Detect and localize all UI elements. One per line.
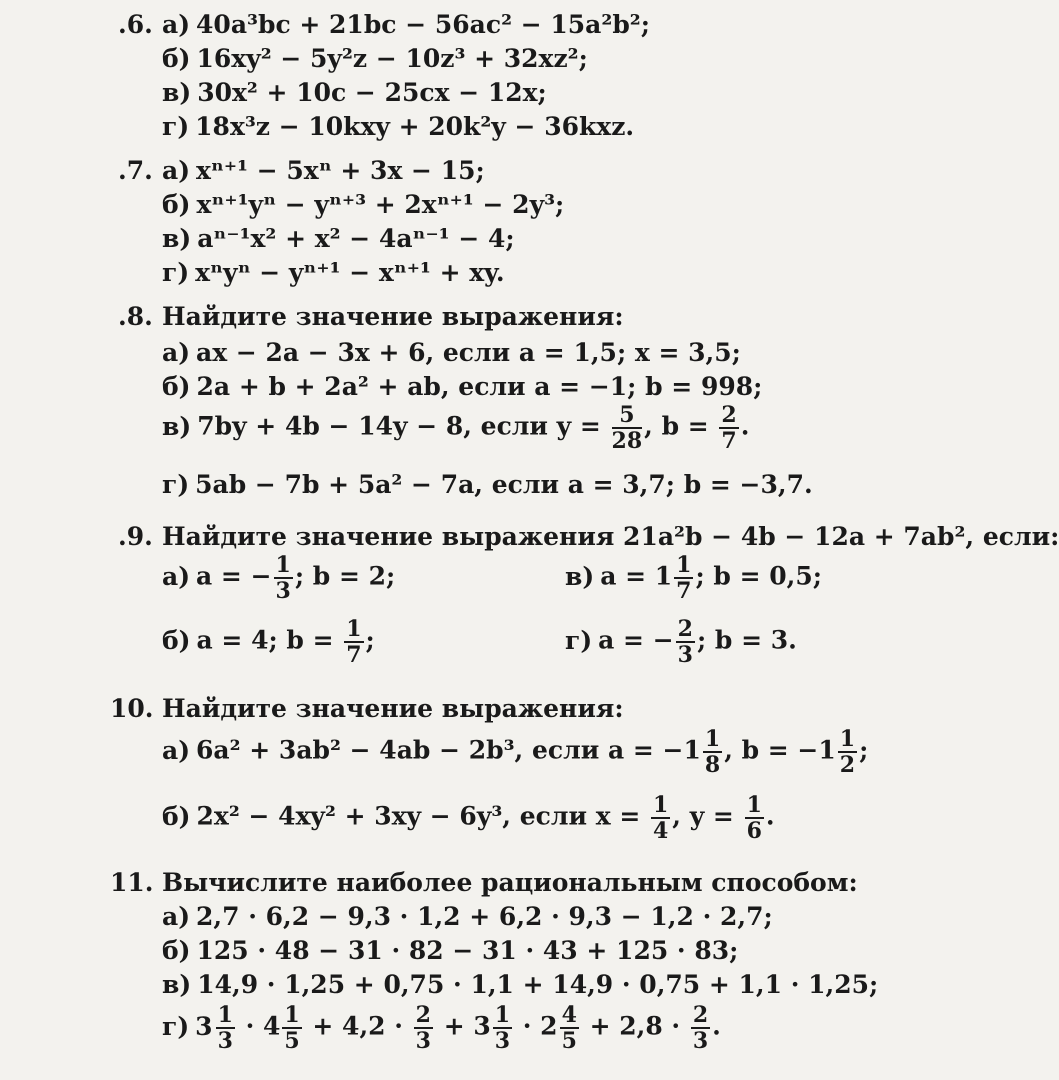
problem-11b — [162, 938, 738, 963]
expression-part: · 2 — [514, 1011, 558, 1041]
numerator: 2 — [721, 402, 737, 428]
expression-end: . — [765, 801, 775, 831]
problem-8c — [162, 404, 749, 452]
expression: ax − 2a − 3x + 6, если a = 1,5; x = 3,5; — [196, 338, 741, 367]
expression-mid: , b = −1 — [724, 735, 836, 765]
mixed-integer: 3 — [195, 1011, 213, 1041]
item-label: а) — [162, 156, 191, 185]
fraction — [414, 1004, 433, 1052]
expression: aⁿ⁻¹x² + x² − 4aⁿ⁻¹ − 4; — [197, 224, 515, 253]
item-label: в) — [565, 561, 595, 591]
problem-11-title: Вычислите наиболее рациональным способом: — [162, 868, 858, 897]
problem-number-9: .9. — [118, 522, 153, 551]
problem-9-title: Найдите значение выражения 21a²b − 4b − 12a + 7ab², если: — [162, 522, 1059, 551]
expression: xⁿ⁺¹yⁿ − yⁿ⁺³ + 2xⁿ⁺¹ − 2y³; — [196, 190, 565, 219]
expression-end: . — [740, 411, 750, 441]
item-label: г) — [162, 112, 190, 141]
fraction — [282, 1004, 301, 1052]
item-label: г) — [565, 625, 593, 655]
fraction — [651, 794, 670, 842]
denominator: 3 — [692, 1028, 709, 1054]
fraction — [560, 1004, 579, 1052]
denominator: 8 — [704, 752, 721, 778]
item-label: а) — [162, 902, 191, 931]
expression-part: + 4,2 · — [303, 1011, 412, 1041]
fraction — [493, 1004, 512, 1052]
item-label: в) — [162, 970, 192, 999]
numerator: 1 — [217, 1002, 233, 1028]
fraction — [216, 1004, 235, 1052]
item-label: в) — [162, 224, 192, 253]
problem-7b — [162, 192, 564, 217]
expression: 14,9 · 1,25 + 0,75 · 1,1 + 14,9 · 0,75 + 1,1 · 1,25; — [197, 970, 879, 999]
numerator: 1 — [746, 792, 762, 818]
problem-number-7: .7. — [118, 156, 153, 185]
fraction — [274, 554, 293, 602]
numerator: 4 — [561, 1002, 577, 1028]
problem-6c — [162, 80, 547, 105]
expression: a = 1 — [600, 561, 673, 591]
denominator: 3 — [275, 578, 291, 604]
expression: 6a² + 3ab² − 4ab − 2b³, если a = −1 — [196, 735, 701, 765]
expression-end: ; — [859, 735, 869, 765]
numerator: 1 — [839, 726, 856, 752]
problem-11c — [162, 972, 878, 997]
expression: 125 · 48 − 31 · 82 − 31 · 43 + 125 · 83; — [196, 936, 739, 965]
expression: 30x² + 10c − 25cx − 12x; — [197, 78, 547, 107]
item-label: г) — [162, 470, 190, 499]
item-label: б) — [162, 190, 191, 219]
expression: a = 4; b = — [196, 625, 343, 655]
denominator: 3 — [415, 1028, 431, 1054]
problem-number-6: .6. — [118, 10, 153, 39]
denominator: 2 — [839, 752, 856, 778]
expression-mid: , y = — [672, 801, 743, 831]
numerator: 2 — [677, 616, 693, 642]
expression-part: + 2,8 · — [580, 1011, 689, 1041]
item-label: г) — [162, 1011, 190, 1041]
expression-part: · 4 — [236, 1011, 281, 1041]
expression-end: ; b = 0,5; — [695, 561, 822, 591]
fraction — [344, 618, 363, 666]
problem-10a — [162, 728, 868, 776]
problem-11a — [162, 904, 773, 929]
expression: a = − — [598, 625, 674, 655]
item-label: в) — [162, 78, 192, 107]
numerator: 1 — [346, 616, 362, 642]
denominator: 7 — [346, 642, 362, 668]
problem-number-10: 10. — [110, 694, 154, 723]
expression: 18x³z − 10kxy + 20k²y − 36kxz. — [195, 112, 635, 141]
expression: xⁿ⁺¹ − 5xⁿ + 3x − 15; — [196, 156, 485, 185]
fraction — [691, 1004, 710, 1052]
denominator: 4 — [652, 818, 669, 844]
denominator: 3 — [677, 642, 693, 668]
item-label: в) — [162, 411, 192, 441]
numerator: 1 — [652, 792, 669, 818]
denominator: 3 — [494, 1028, 511, 1054]
denominator: 6 — [746, 818, 762, 844]
numerator: 2 — [415, 1002, 431, 1028]
item-label: б) — [162, 801, 191, 831]
item-label: б) — [162, 372, 191, 401]
numerator: 1 — [284, 1002, 300, 1028]
problem-9d — [565, 618, 797, 666]
expression: 40a³bc + 21bc − 56ac² − 15a²b²; — [196, 10, 650, 39]
expression: 2x² − 4xy² + 3xy − 6y³, если x = — [196, 801, 649, 831]
denominator: 3 — [217, 1028, 233, 1054]
fraction — [676, 618, 695, 666]
problem-7c — [162, 226, 515, 251]
expression-part: + 3 — [434, 1011, 491, 1041]
problem-9c — [565, 554, 822, 602]
numerator: 5 — [612, 404, 643, 429]
numerator: 2 — [692, 1002, 709, 1028]
problem-8d — [162, 472, 813, 497]
expression: 5ab − 7b + 5a² − 7a, если a = 3,7; b = −3,7. — [195, 470, 813, 499]
fraction — [674, 554, 693, 602]
problem-10b — [162, 794, 775, 842]
fraction — [745, 794, 764, 842]
denominator: 28 — [611, 428, 643, 454]
numerator: 1 — [275, 552, 291, 578]
item-label: а) — [162, 735, 191, 765]
problem-number-11: 11. — [110, 868, 154, 897]
expression: 2a + b + 2a² + ab, если a = −1; b = 998; — [196, 372, 763, 401]
expression-end: ; b = 2; — [294, 561, 396, 591]
numerator: 1 — [704, 726, 721, 752]
item-label: а) — [162, 338, 191, 367]
problem-9a — [162, 554, 395, 602]
fraction — [719, 404, 738, 452]
fraction — [703, 728, 722, 776]
item-label: а) — [162, 561, 191, 591]
denominator: 7 — [676, 578, 692, 604]
problem-6a — [162, 12, 650, 37]
fraction — [838, 728, 857, 776]
problem-10-title: Найдите значение выражения: — [162, 694, 624, 723]
expression: 16xy² − 5y²z − 10z³ + 32xz²; — [196, 44, 588, 73]
problem-7d — [162, 260, 505, 285]
expression-part: . — [712, 1011, 721, 1041]
denominator: 5 — [284, 1028, 300, 1054]
expression: 7by + 4b − 14y − 8, если y = — [197, 411, 610, 441]
expression: 2,7 · 6,2 − 9,3 · 1,2 + 6,2 · 9,3 − 1,2 · 2,7; — [196, 902, 773, 931]
item-label: б) — [162, 936, 191, 965]
problem-8-title: Найдите значение выражения: — [162, 302, 624, 331]
item-label: г) — [162, 258, 190, 287]
problem-6b — [162, 46, 588, 71]
expression: xⁿyⁿ − yⁿ⁺¹ − xⁿ⁺¹ + xy. — [195, 258, 505, 287]
expression-end: ; b = 3. — [696, 625, 797, 655]
problem-9b — [162, 618, 375, 666]
denominator: 7 — [721, 428, 737, 454]
item-label: а) — [162, 10, 191, 39]
expression-end: ; — [365, 625, 375, 655]
problem-11d — [162, 1004, 721, 1052]
problem-7a — [162, 158, 485, 183]
numerator: 1 — [676, 552, 692, 578]
problem-6d — [162, 114, 634, 139]
item-label: б) — [162, 625, 191, 655]
expression-mid: , b = — [644, 411, 718, 441]
denominator: 5 — [561, 1028, 577, 1054]
problem-8b — [162, 374, 762, 399]
problem-8a — [162, 340, 741, 365]
numerator: 1 — [494, 1002, 511, 1028]
item-label: б) — [162, 44, 191, 73]
problem-number-8: .8. — [118, 302, 153, 331]
expression: a = − — [196, 561, 272, 591]
fraction — [612, 404, 643, 452]
